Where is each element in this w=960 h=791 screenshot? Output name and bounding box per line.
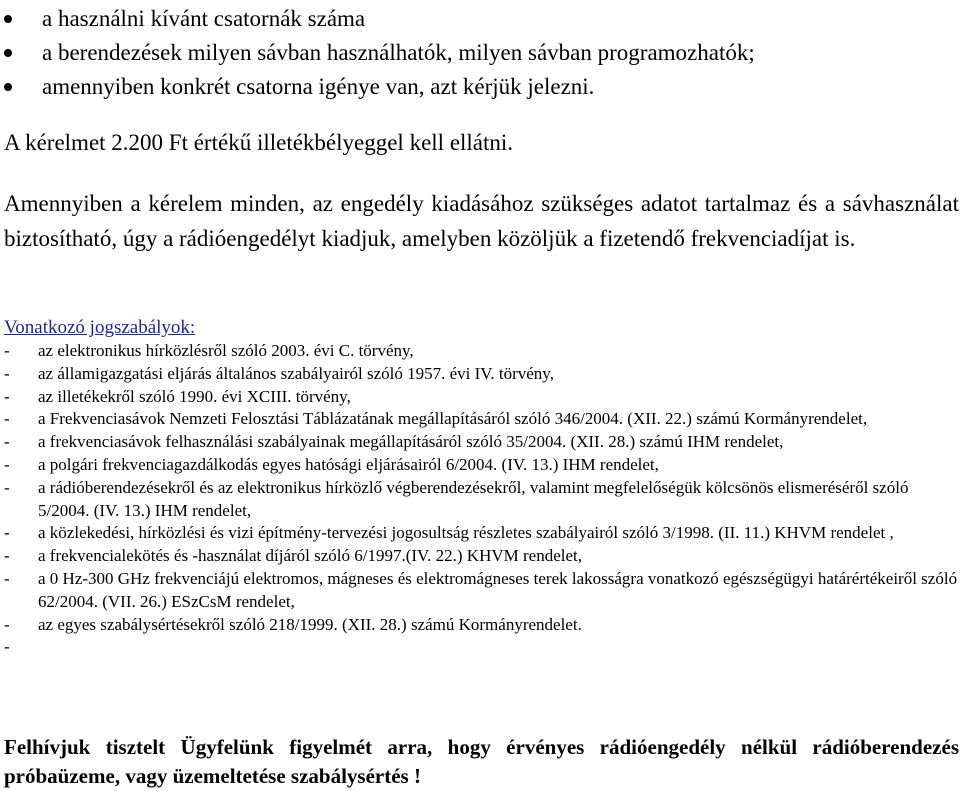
- laws-list: [0, 340, 958, 657]
- law-item: - a rádióberendezésekről és az elektronikus hírközlő végberendezésekről, valamint megfelelőségük kölcsönös elismeréséről szóló 5/2004. (IV. 13.) IHM rendelet,: [4, 477, 909, 520]
- dash-marker: -: [4, 341, 10, 360]
- dash-marker: -: [4, 386, 10, 406]
- license-paragraph: Amennyiben a kérelem minden, az engedély kiadásához szükséges adatot tartalmaz és a sávhasználat biztosítható, úgy a rádióengedélyt kiadjuk, amelyben közöljük a fizetendő frekvenciadíjat is.: [4, 191, 959, 251]
- dash-marker: -: [4, 409, 10, 429]
- law-item: - a frekvenciasávok felhasználási szabályainak megállapításáról szóló 35/2004. (XII. 28.) számú IHM rendelet,: [0, 431, 958, 454]
- dash-marker: -: [4, 432, 10, 452]
- fee-statement: A kérelmet 2.200 Ft értékű illetékbélyeggel kell ellátni.: [4, 130, 514, 155]
- list-item: a használni kívánt csatornák száma: [0, 2, 755, 36]
- dash-marker: -: [4, 614, 10, 634]
- law-item: - a Frekvenciasávok Nemzeti Felosztási Táblázatának megállapításáról szóló 346/2004. (XII. 22.) számú Kormányrendelet,: [0, 408, 958, 431]
- law-item: - a 0 Hz-300 GHz frekvenciájú elektromos, mágneses és elektromágneses terek lakosságra vonatkozó egészségügyi határértékeiről szóló 62/2004. (VII. 26.) ESzCsM rendelet,: [4, 568, 958, 611]
- dash-marker: -: [4, 454, 10, 474]
- requirements-list: [0, 2, 755, 104]
- bullet-icon: [4, 83, 12, 91]
- warning-notice: Felhívjuk tisztelt Ügyfelünk figyelmét arra, hogy érvényes rádióengedély nélkül rádióberendezés próbaüzeme, vagy üzemeltetése szabálysértés !: [4, 735, 959, 788]
- law-item: - az államigazgatási eljárás általános szabályairól szóló 1957. évi IV. törvény,: [0, 363, 958, 386]
- dash-marker: -: [4, 546, 10, 566]
- law-item: - az elektronikus hírközlésről szóló 2003. évi C. törvény,: [0, 340, 958, 363]
- bullet-icon: [4, 49, 12, 57]
- law-item: - a polgári frekvenciagazdálkodás egyes hatósági eljárásairól 6/2004. (IV. 13.) IHM rendelet,: [0, 454, 958, 477]
- law-item: - az egyes szabálysértésekről szóló 218/1999. (XII. 28.) számú Kormányrendelet.: [0, 614, 958, 637]
- dash-marker: -: [4, 568, 10, 588]
- list-item: a berendezések milyen sávban használhatók, milyen sávban programozhatók;: [0, 36, 755, 70]
- dash-marker: -: [4, 477, 10, 497]
- laws-heading: Vonatkozó jogszabályok:: [4, 317, 196, 338]
- bullet-icon: [4, 15, 12, 23]
- law-item: - a közlekedési, hírközlési és vizi építmény-tervezési jogosultság részletes szabályairól szóló 3/1998. (II. 11.) KHVM rendelet ,: [0, 522, 958, 545]
- law-item: - az illetékekről szóló 1990. évi XCIII. törvény,: [0, 386, 958, 409]
- dash-marker: -: [4, 523, 10, 543]
- law-item: - a frekvencialekötés és -használat díjáról szóló 6/1997.(IV. 22.) KHVM rendelet,: [0, 545, 958, 568]
- dash-marker: -: [4, 637, 10, 657]
- dash-marker: -: [4, 363, 10, 383]
- list-item: amennyiben konkrét csatorna igénye van, azt kérjük jelezni.: [0, 70, 755, 104]
